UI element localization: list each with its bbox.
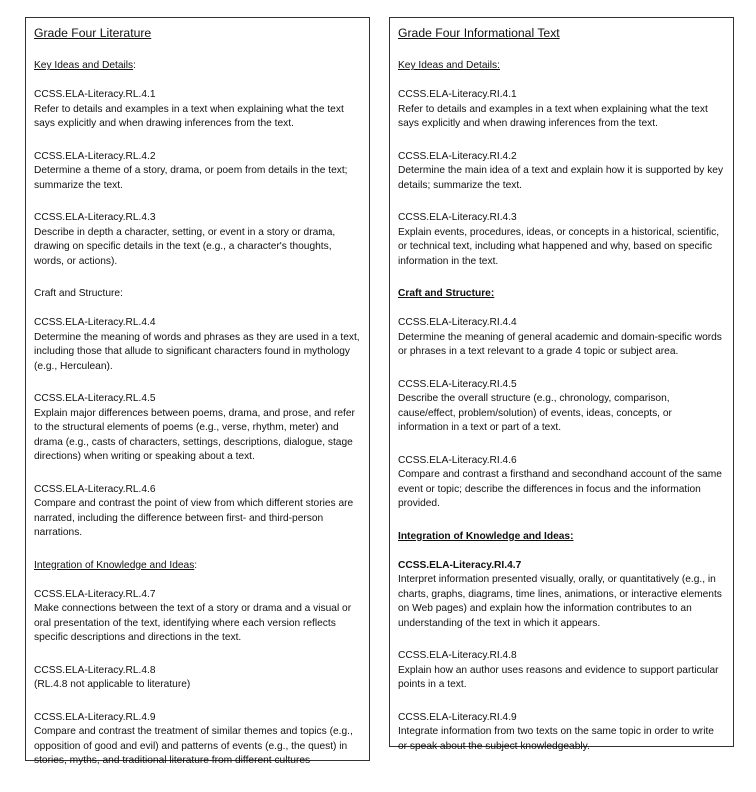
section-heading: Key Ideas and Details: [398,60,500,71]
standard-code: CCSS.ELA-Literacy.RI.4.5 [398,378,517,390]
standard-code: CCSS.ELA-Literacy.RI.4.3 [398,212,517,223]
standard-item [34,88,361,132]
standard-code: CCSS.ELA-Literacy.RL.4.2 [34,150,156,162]
standard-item [398,711,725,755]
standard-code: CCSS.ELA-Literacy.RL.4.4 [34,317,156,328]
standard-code: CCSS.ELA-Literacy.RL.4.1 [34,89,156,100]
standard-text: Compare and contrast the treatment of similar themes and topics (e.g., opposition of good and evil) and patterns of events (e.g., the quest) in stories, myths, and traditional literature from different cultures [34,726,353,766]
standard-item [34,588,361,646]
standard-text: (RL.4.8 not applicable to literature) [34,679,191,690]
section-heading: Craft and Structure: [34,288,123,299]
standard-text: Describe in depth a character, setting, or event in a story or drama, drawing on specific details in the text (e.g., a character's thoughts, words, or actions). [34,226,336,267]
standard-item [398,88,725,132]
standard-code: CCSS.ELA-Literacy.RI.4.6 [398,454,517,466]
standard-text: Refer to details and examples in a text when explaining what the text says explicitly and when drawing inferences from the text. [398,103,708,129]
standard-item [398,559,725,632]
standard-item [398,316,725,360]
standard-text: Compare and contrast a firsthand and secondhand account of the same event or topic; describe the differences in focus and the information provided. [398,469,722,509]
standard-item [398,378,725,436]
section-heading: Integration of Knowledge and Ideas: [398,530,574,542]
standard-code: CCSS.ELA-Literacy.RI.4.8 [398,650,517,661]
section-heading: Craft and Structure: [398,288,495,299]
standard-code: CCSS.ELA-Literacy.RL.4.9 [34,711,156,723]
standard-code: CCSS.ELA-Literacy.RI.4.7 [398,559,522,571]
standard-item [34,711,361,769]
standard-item [34,392,361,465]
standard-item [34,150,361,194]
standard-text: Explain how an author uses reasons and evidence to support particular points in a text. [398,664,719,690]
standard-item [34,316,361,374]
standard-text: Determine a theme of a story, drama, or poem from details in the text; summarize the text. [34,165,348,191]
section-heading: Key Ideas and Details: [34,60,136,71]
standard-item [34,211,361,269]
standard-item [34,483,361,541]
standard-item [398,454,725,512]
standard-item [398,649,725,693]
standard-item [34,664,361,693]
standard-text: Compare and contrast the point of view from which different stories are narrated, including the difference between first- and third-person narrations. [34,498,354,538]
standard-code: CCSS.ELA-Literacy.RI.4.1 [398,89,517,100]
standard-item [398,211,725,269]
standard-text: Explain major differences between poems, drama, and prose, and refer to the structural elements of poems (e.g., verse, rhythm, meter) and drama (e.g., casts of characters, settings, descriptions, dialogue, stage directions) when writing or speaking about a text. [34,407,355,462]
standard-text: Determine the meaning of words and phrases as they are used in a text, including those that allude to significant characters found in mythology (e.g., Herculean). [34,331,360,372]
standard-text: Interpret information presented visually, orally, or quantitatively (e.g., in charts, graphs, diagrams, time lines, animations, or interactive elements on Web pages) and explain how the information contributes to an understanding of the text in which it appears. [398,574,722,629]
standard-text: Explain events, procedures, ideas, or concepts in a historical, scientific, or technical text, including what happened and why, based on specific information in the text. [398,226,720,267]
standard-code: CCSS.ELA-Literacy.RL.4.6 [34,483,156,495]
standard-code: CCSS.ELA-Literacy.RL.4.8 [34,664,156,676]
standard-code: CCSS.ELA-Literacy.RI.4.9 [398,711,517,723]
standard-text: Integrate information from two texts on the same topic in order to write or speak about the subject knowledgeably. [398,726,714,752]
informational-title: Grade Four Informational Text [398,26,560,40]
standard-code: CCSS.ELA-Literacy.RL.4.5 [34,393,156,404]
section-heading: Integration of Knowledge and Ideas: [34,559,198,571]
standard-text: Refer to details and examples in a text when explaining what the text says explicitly and when drawing inferences from the text. [34,103,344,129]
literature-panel [25,17,370,766]
standard-code: CCSS.ELA-Literacy.RL.4.7 [34,588,156,600]
standard-text: Determine the meaning of general academic and domain-specific words or phrases in a text relevant to a grade 4 topic or subject area. [398,331,722,357]
standard-item [398,150,725,194]
standard-code: CCSS.ELA-Literacy.RI.4.2 [398,150,517,162]
informational-panel [389,17,734,752]
standard-code: CCSS.ELA-Literacy.RI.4.4 [398,317,517,328]
standard-text: Determine the main idea of a text and explain how it is supported by key details; summarize the text. [398,165,724,191]
literature-title: Grade Four Literature [34,26,152,40]
standard-text: Describe the overall structure (e.g., chronology, comparison, cause/effect, problem/solution) of events, ideas, concepts, or information in a text or part of a text. [398,393,672,433]
standard-code: CCSS.ELA-Literacy.RL.4.3 [34,212,156,223]
standard-text: Make connections between the text of a story or drama and a visual or oral presentation of the text, identifying where each version reflects specific descriptions and directions in the text. [34,603,352,643]
